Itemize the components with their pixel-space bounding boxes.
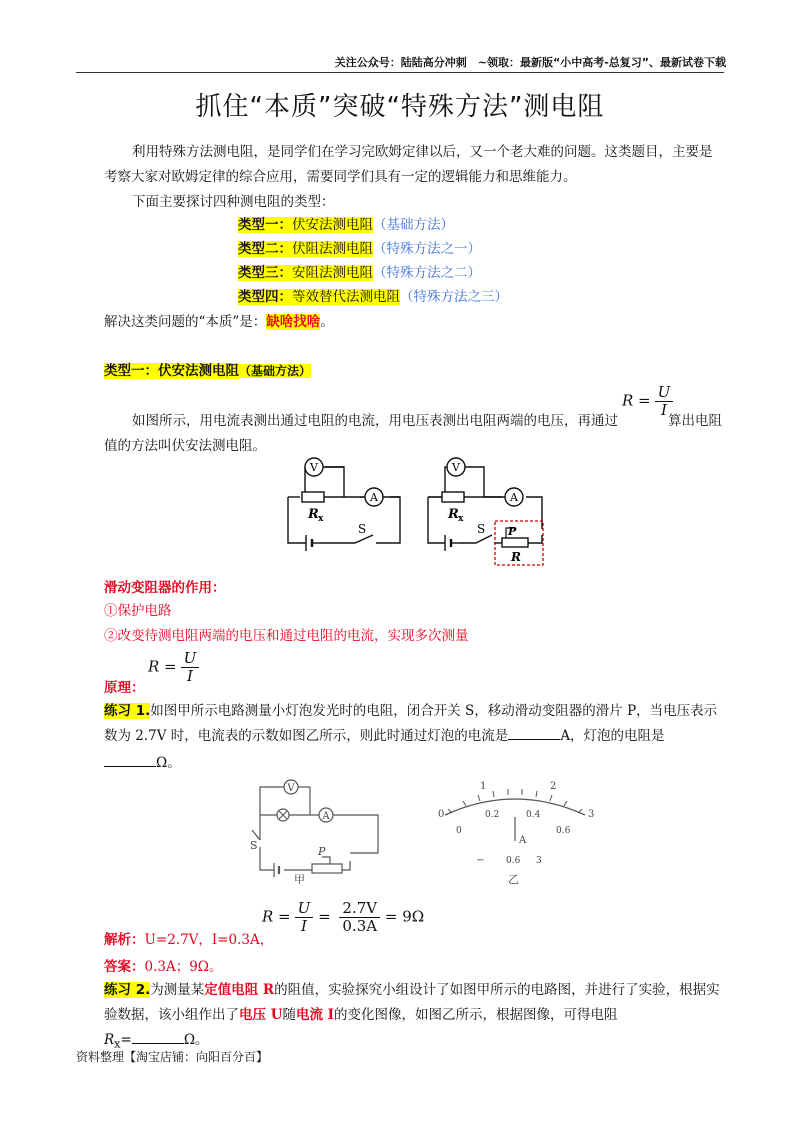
tick-label: 3 — [588, 809, 595, 820]
resistor-label: R — [308, 507, 319, 522]
essence-line — [104, 310, 724, 335]
figure-jia-label: 甲 — [294, 873, 305, 885]
footer-note: 资料整理【淘宝店铺：向阳百分百】 — [76, 1050, 269, 1064]
formula-numerator: U — [655, 384, 674, 402]
rheostat-item-1: ①保护电路 — [104, 603, 172, 619]
figure-yi-label: 乙 — [508, 873, 519, 885]
ammeter-label: A — [510, 491, 518, 504]
header-note: 关注公众号：陆陆高分冲刺 ~领取：最新版“小中高考-总复习”、最新试卷下载 — [334, 56, 726, 69]
answer-label: 答案： — [104, 959, 145, 975]
analysis-numerator-2: 2.7V — [339, 900, 380, 918]
analysis-formula: R = $\frac{U}{I}$ = $\frac{2.7V}{0.3A}$ = 9Ω — [262, 899, 425, 935]
rheostat-icon — [502, 538, 528, 547]
exercise-2-text: 为测量某 — [150, 982, 205, 998]
type-item-2 — [238, 238, 481, 260]
essence-key: 缺啥找啥 — [266, 314, 321, 330]
exercise-1-text: 如图甲所示电路测量小灯泡发光时的电阻，闭合开关 S，移动滑动变阻器的滑片 P，当电压表示数为 2.7V 时，电流表的示数如图乙所示，则此时通过灯泡的电流是 — [104, 703, 718, 744]
type-note: （特殊方法之一） — [373, 241, 481, 257]
exercise-2-keyword: 定值电阻 R — [204, 982, 275, 998]
tick-label: 0 — [438, 809, 445, 820]
intro-types-lead: 下面主要探讨四种测电阻的类型： — [132, 194, 335, 210]
switch-label: S — [358, 522, 367, 536]
ammeter-label: A — [370, 491, 378, 504]
resistor-icon — [302, 492, 324, 502]
analysis-given: U=2.7V，I=0.3A， — [144, 932, 274, 948]
exercise-2-equals: = — [120, 1032, 132, 1048]
type-note: （特殊方法之三） — [400, 289, 508, 305]
type-item-4 — [238, 286, 508, 308]
answer-blank-rx[interactable] — [132, 1029, 184, 1044]
resistor-label: R — [448, 507, 459, 522]
exercise-1 — [104, 699, 724, 749]
voltmeter-label: V — [452, 461, 460, 474]
answer-line — [104, 955, 223, 975]
meter-letter: A — [519, 835, 527, 846]
formula-lhs: R = — [622, 391, 651, 410]
voltmeter-label: V — [287, 783, 295, 794]
tick-label: 1 — [480, 781, 487, 792]
essence-prefix: 解决这类问题的“本质”是： — [104, 314, 267, 330]
analysis-label: 解析： — [104, 932, 145, 948]
page-title: 抓住“本质”突破“特殊方法”测电阻 — [195, 92, 605, 122]
answer-blank-current[interactable] — [508, 725, 560, 740]
exercise-1-figures — [230, 775, 600, 885]
section1-heading-text: 类型一：伏安法测电阻 — [104, 363, 239, 379]
exercise-1-line3 — [104, 751, 181, 771]
exercise-2-text: 的变化图像，如图乙所示，根据图像，可得电阻 — [334, 1007, 618, 1023]
rheostat-item-2: ②改变待测电阻两端的电压和通过电阻的电流，实现多次测量 — [104, 628, 469, 644]
analysis-lhs: R = — [262, 907, 291, 926]
type-name: 伏安法测电阻 — [292, 217, 373, 233]
principle-lhs: R = — [148, 657, 177, 676]
exercise-2-unit: Ω。 — [183, 1032, 209, 1048]
principle-formula — [148, 650, 199, 685]
tick-label: 0 — [456, 826, 462, 836]
type-label: 类型四： — [238, 289, 292, 305]
type-name: 安阻法测电阻 — [292, 265, 373, 281]
section1-text-a: 如图所示，用电流表测出通过电阻的电流，用电压表测出电阻两端的电压，再通过 — [132, 413, 618, 429]
section1-text-b: 算出电阻 — [668, 413, 722, 429]
analysis-numerator-1: U — [295, 900, 314, 918]
tick-label: 0.6 — [556, 826, 571, 836]
resistor-label-sub: x — [458, 514, 464, 524]
exercise-1-tag: 练习 1. — [104, 703, 151, 719]
resistor-label-sub: x — [318, 514, 324, 524]
section1-text-c: 值的方法叫伏安法测电阻。 — [104, 438, 266, 454]
intro-paragraph: 利用特殊方法测电阻，是同学们在学习完欧姆定律以后，又一个老大难的问题。这类题目，主要是考察大家对欧姆定律的综合应用，需要同学们具有一定的逻辑能力和思维能力。 — [104, 144, 713, 185]
exercise-2-text: 的阻值，实验探究小组设计了如图甲所示的电路图，并进行了实验，根据实验数据，该小组作出了 — [104, 982, 720, 1023]
rx-subscript: x — [114, 1037, 121, 1051]
voltmeter-label: V — [310, 461, 318, 474]
slider-label: P — [318, 845, 326, 858]
exercise-1-unit-a: A，灯泡的电阻是 — [560, 728, 665, 744]
answer-value: 0.3A；9Ω。 — [144, 959, 223, 975]
essence-suffix: 。 — [320, 314, 334, 330]
rheostat-icon — [312, 864, 342, 873]
switch-label: S — [477, 522, 486, 536]
type-label: 类型一： — [238, 217, 292, 233]
voltammetry-circuits — [280, 455, 550, 570]
principle-label: 原理： — [104, 680, 145, 696]
analysis-denominator-1: I — [301, 917, 307, 935]
type-label: 类型二： — [238, 241, 292, 257]
type-note: （特殊方法之二） — [373, 265, 481, 281]
resistor-icon — [442, 492, 464, 502]
terminal-label: − — [476, 855, 485, 866]
type-item-1 — [238, 214, 454, 236]
type-name: 等效替代法测电阻 — [292, 289, 400, 305]
exercise-2-keyword: 电流 I — [295, 1007, 334, 1023]
section1-heading-note: （基础方法） — [239, 364, 312, 378]
section1-text — [104, 409, 694, 434]
formula-denominator: I — [661, 401, 667, 419]
type-item-3 — [238, 262, 481, 284]
exercise-2-tag: 练习 2. — [104, 982, 151, 998]
terminal-label: 0.6 — [506, 856, 521, 866]
principle-denominator: I — [187, 667, 193, 685]
type-label: 类型三： — [238, 265, 292, 281]
tick-label: 2 — [550, 781, 557, 792]
rheostat-label: R — [511, 550, 521, 564]
header-divider — [76, 72, 724, 73]
rx-symbol: R — [104, 1032, 115, 1048]
exercise-2 — [104, 978, 724, 1028]
exercise-1-unit-ohm: Ω。 — [156, 755, 181, 771]
section1-heading — [104, 359, 311, 379]
tick-label: 0.4 — [526, 810, 541, 820]
analysis-result: = 9Ω — [384, 907, 425, 926]
slider-label: P — [508, 525, 517, 538]
exercise-2-keyword: 电压 U — [239, 1007, 283, 1023]
terminal-label: 3 — [536, 856, 542, 866]
type-note: （基础方法） — [373, 217, 454, 233]
rheostat-heading: 滑动变阻器的作用： — [104, 580, 226, 596]
exercise-2-text: 随 — [282, 1007, 296, 1023]
analysis-line — [104, 928, 273, 948]
principle-numerator: U — [181, 650, 200, 668]
tick-label: 0.2 — [485, 810, 500, 820]
switch-label: S — [250, 839, 258, 852]
type-name: 伏阻法测电阻 — [292, 241, 373, 257]
analysis-denominator-2: 0.3A — [342, 917, 378, 935]
answer-blank-resistance[interactable] — [104, 752, 156, 767]
ammeter-label: A — [322, 811, 330, 822]
